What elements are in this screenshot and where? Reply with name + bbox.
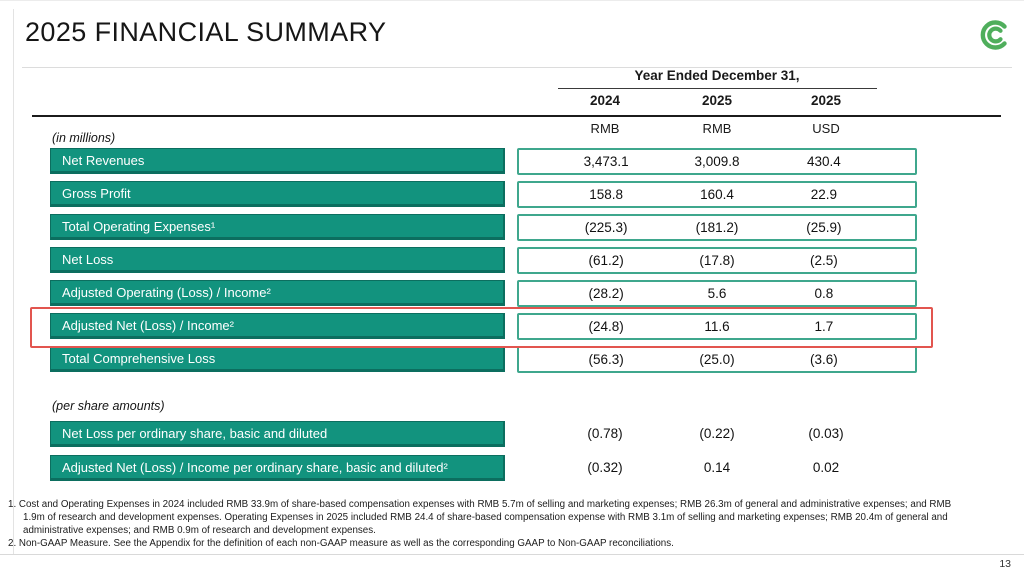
page-title: 2025 FINANCIAL SUMMARY [25,17,387,47]
row-values-box [517,346,917,373]
cell-value: (3.6) [810,352,838,367]
row-label-bar [50,181,505,207]
cell-value: 0.14 [703,460,731,475]
row-label-bar [50,148,505,174]
cell-value: (0.03) [808,426,844,441]
cell-value: 5.6 [707,286,727,301]
section-label-per-share: (per share amounts) [52,399,165,413]
footnote-2 [8,537,970,550]
cell-value: 22.9 [810,187,838,202]
cell-value: (181.2) [695,220,739,235]
row-label: Total Comprehensive Loss [62,351,216,366]
row-values-box [517,148,917,175]
cell-value: 430.4 [807,154,841,169]
row-label: Net Loss per ordinary share, basic and diluted [62,426,328,441]
row-label-bar [50,313,505,339]
cell-value: (24.8) [588,319,624,334]
column-header-currency-rmb-2024: RMB [590,121,620,136]
cell-value: 11.6 [704,319,730,334]
row-values-box [517,247,917,274]
table-row-net-revenues [0,148,1024,175]
cell-value: (56.3) [588,352,624,367]
section-label-in-millions: (in millions) [52,131,116,145]
row-values-box [517,214,917,241]
cell-value: (0.22) [699,426,735,441]
cell-value: (25.0) [699,352,735,367]
cell-value: 1.7 [814,319,834,334]
cell-value: (25.9) [806,220,842,235]
footnote-number: 2. [8,538,17,549]
header-divider-line [32,115,1001,117]
row-label-bar [50,455,505,481]
company-logo-icon [976,17,1012,53]
footnote-text: Cost and Operating Expenses in 2024 included RMB 33.9m of share-based compensation expenses with RMB 5.7m of selling and marketing expenses; RMB 26.3m of general and administrative expenses; and RMB 1.9m of research and development expenses. Operating Expenses in 2025 included RMB 24.4 of share-based compensation expense with RMB 3.1m of selling and marketing expenses; RMB 20.4m of general and administrative expenses; and RMB 0.9m of research and development expenses. [18,499,952,536]
table-row-gross-profit [0,181,1024,208]
row-label: Adjusted Net (Loss) / Income² [62,318,234,333]
column-header-year-2025-rmb: 2025 [701,93,733,108]
page-number: 13 [999,558,1011,570]
row-values-box [517,313,917,340]
cell-value: (2.5) [810,253,838,268]
row-label: Gross Profit [62,186,131,201]
row-label: Adjusted Operating (Loss) / Income² [62,285,271,300]
table-row-total-comprehensive-loss [0,346,1024,373]
row-values-box [517,181,917,208]
period-header-underline [558,88,877,89]
cell-value: 0.8 [814,286,834,301]
period-header: Year Ended December 31, [634,68,800,83]
row-label: Adjusted Net (Loss) / Income per ordinary share, basic and diluted² [62,460,448,475]
footnotes [8,498,970,550]
table-row-adjusted-net-per-share [0,455,1024,482]
row-label-bar [50,280,505,306]
cell-value: (61.2) [588,253,624,268]
footer-divider-line [0,554,1024,555]
table-row-net-loss-per-share [0,421,1024,448]
column-header-currency-usd: USD [812,121,840,136]
row-label: Net Revenues [62,153,145,168]
cell-value: 3,473.1 [583,154,629,169]
footnote-text: Non-GAAP Measure. See the Appendix for the definition of each non-GAAP measure as well as the corresponding GAAP to Non-GAAP reconciliations. [18,538,674,549]
cell-value: (225.3) [584,220,628,235]
row-label-bar [50,346,505,372]
cell-value: 0.02 [812,460,840,475]
table-row-adjusted-operating-loss-income [0,280,1024,307]
column-header-currency-rmb-2025: RMB [702,121,732,136]
row-label-bar [50,421,505,447]
table-row-net-loss [0,247,1024,274]
row-values-box [517,280,917,307]
row-label: Total Operating Expenses¹ [62,219,216,234]
column-header-year-2025-usd: 2025 [810,93,842,108]
cell-value: (17.8) [699,253,735,268]
cell-value: 158.8 [589,187,624,202]
column-header-year-2024: 2024 [589,93,621,108]
footnote-1 [8,498,970,537]
title-divider-line [22,67,1012,68]
cell-value: 160.4 [700,187,734,202]
cell-value: (28.2) [588,286,624,301]
row-label-bar [50,247,505,273]
table-row-adjusted-net-loss-income [0,313,1024,340]
row-label-bar [50,214,505,240]
row-label: Net Loss [62,252,114,267]
cell-value: 3,009.8 [694,154,740,169]
cell-value: (0.78) [587,426,623,441]
cell-value: (0.32) [587,460,623,475]
footnote-number: 1. [8,499,17,510]
table-row-total-operating-expenses [0,214,1024,241]
